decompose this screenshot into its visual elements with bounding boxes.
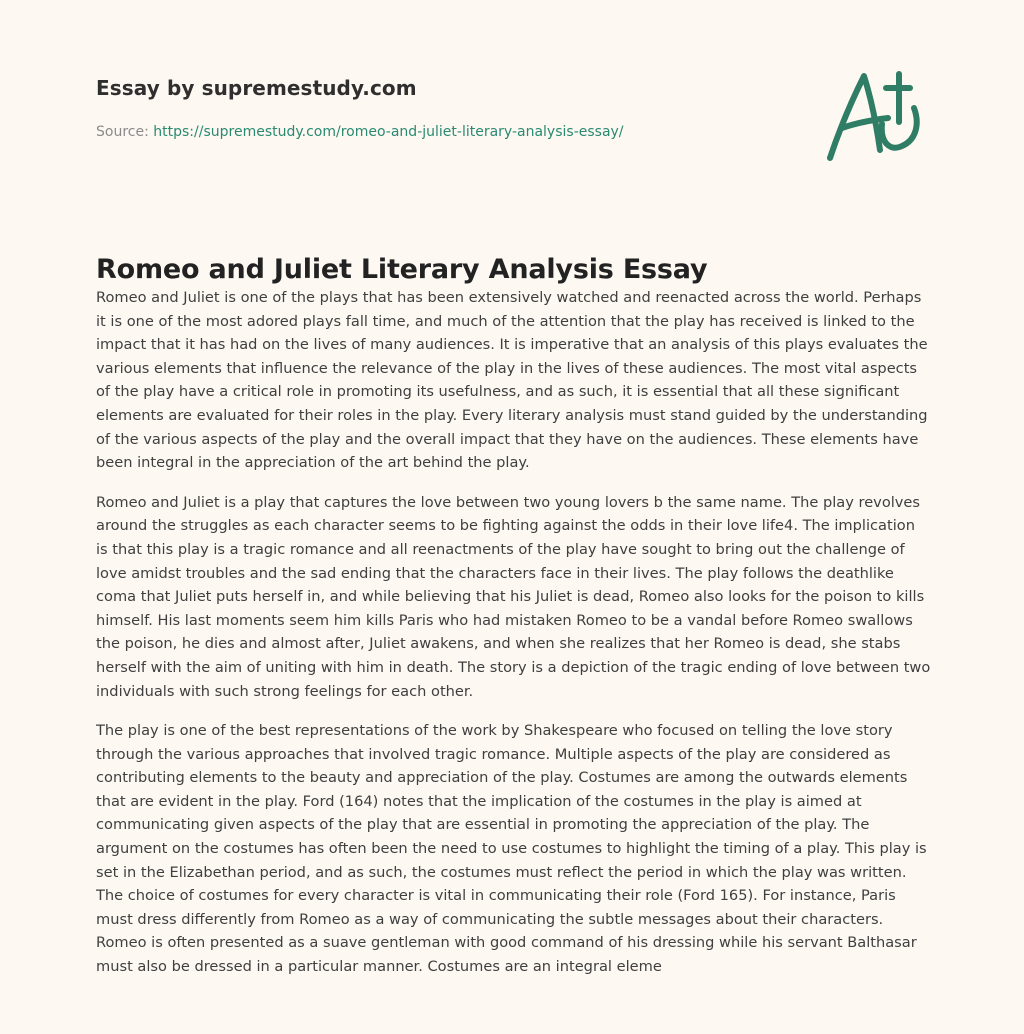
essay-paragraph: The play is one of the best representations of the work by Shakespeare who focused on telling the love story through the various approaches that involved tragic romance. Multiple aspects of the play are considered as contributing elements to the beauty and appreciation of the play. Costumes are among the outwards elements that are evident in the play. Ford (164) notes that the implication of the costumes in the play is aimed at communicating given aspects of the play that are essential in promoting the appreciation of the play. The argument on the costumes has often been the need to use costumes to highlight the timing of a play. This play is set in the Elizabethan period, and as such, the costumes must reflect the period in which the play was written. The choice of costumes for every character is vital in communicating their role (Ford 165). For instance, Paris must dress differently from Romeo as a way of communicating the subtle messages about their characters. Romeo is often presented as a suave gentleman with good command of his dressing while his servant Balthasar must also be dressed in a particular manner. Costumes are an integral eleme [96, 722, 927, 976]
a-plus-grade-icon [824, 66, 928, 166]
essay-title: Romeo and Juliet Literary Analysis Essay [96, 254, 708, 285]
essay-paragraph: Romeo and Juliet is one of the plays that has been extensively watched and reenacted across the world. Perhaps it is one of the most adored plays fall time, and much of the attention that the play has received is linked to the impact that it has had on the lives of many audiences. It is imperative that an analysis of this plays evaluates the various elements that influence the relevance of the play in the lives of these audiences. The most vital aspects of the play have a critical role in promoting its usefulness, and as such, it is essential that all these significant elements are evaluated for their roles in the play. Every literary analysis must stand guided by the understanding of the various aspects of the play and the overall impact that they have on the audiences. These elements have been integral in the appreciation of the art behind the play. [96, 289, 928, 472]
essay-body [96, 286, 931, 995]
source-label: Source: [96, 124, 154, 140]
essay-paragraph: Romeo and Juliet is a play that captures the love between two young lovers b the same name. The play revolves around the struggles as each character seems to be fighting against the odds in their love life4. The implication is that this play is a tragic romance and all reenactments of the play have sought to bring out the challenge of love amidst troubles and the sad ending that the characters face in their lives. The play follows the deathlike coma that Juliet puts herself in, and while believing that his Juliet is dead, Romeo also looks for the poison to kills himself. His last moments seem him kills Paris who had mistaken Romeo to be a vandal before Romeo swallows the poison, he dies and almost after, Juliet awakens, and when she realizes that her Romeo is dead, she stabs herself with the aim of uniting with him in death. The story is a depiction of the tragic ending of love between two individuals with such strong feelings for each other. [96, 493, 931, 700]
essay-page [96, 0, 936, 1034]
source-link[interactable]: https://supremestudy.com/romeo-and-juliet-literary-analysis-essay/ [153, 124, 624, 140]
site-title: Essay by supremestudy.com [96, 76, 417, 100]
source-line [96, 124, 624, 140]
